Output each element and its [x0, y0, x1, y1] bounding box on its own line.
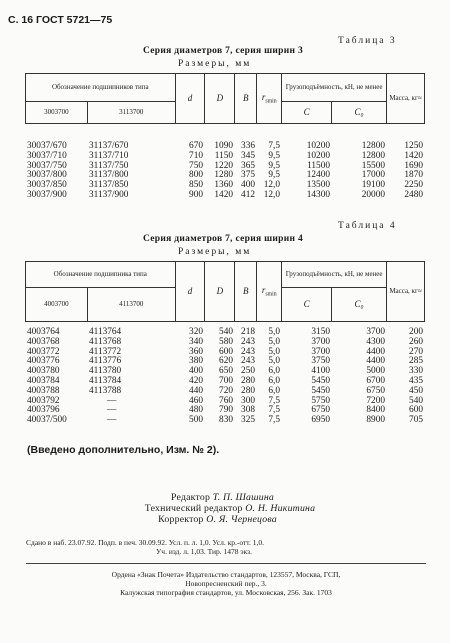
table-cell: 6750	[366, 385, 385, 396]
table-cell: 450	[409, 385, 423, 396]
table-cell: 9,5	[268, 160, 280, 171]
table-cell: 4003768	[27, 336, 60, 347]
table-cell: 440	[189, 385, 203, 396]
table-cell: 11500	[307, 160, 330, 171]
table-cell: 243	[241, 356, 255, 367]
imprint-line: Ордена «Знак Почета» Издательство стандартов, 123557, Москва, ГСП,	[26, 563, 426, 579]
table-cell: 20000	[361, 189, 385, 200]
type-b: 3113700	[87, 102, 175, 124]
table-cell: 8400	[366, 405, 385, 416]
table-cell: 540	[219, 327, 233, 337]
table-cell: 30037/850	[27, 180, 67, 191]
table-cell: 3700	[311, 336, 330, 347]
table-cell: 4003792	[27, 395, 60, 406]
table-cell: 375	[241, 170, 255, 181]
table-cell: 30037/750	[27, 160, 67, 171]
table-cell: 7,5	[268, 415, 280, 426]
table-cell: 790	[219, 405, 233, 416]
table-cell: 5450	[311, 385, 330, 396]
table-cell: 270	[409, 346, 423, 357]
credit-corrector: Корректор О. Я. Чернецова	[158, 514, 277, 525]
type-a: 3003700	[26, 102, 88, 124]
table-cell: 705	[409, 415, 423, 426]
table-cell: 7,5	[268, 141, 280, 151]
table-cell: 800	[189, 170, 203, 181]
table-cell: —	[107, 415, 117, 426]
table-cell: 285	[409, 356, 423, 367]
table-cell: 1250	[404, 141, 423, 151]
table-cell: 4113784	[89, 375, 122, 386]
table-4-subcaption: Размеры, мм	[178, 247, 252, 257]
table-cell: 5000	[366, 366, 385, 377]
table-3-caption: Серия диаметров 7, серия ширин 3	[143, 46, 304, 56]
table-cell: 1690	[404, 160, 423, 171]
table-row	[25, 416, 425, 426]
mass-header: Масса, кг≈	[387, 74, 425, 124]
table-cell: 336	[241, 141, 255, 151]
table-cell: —	[107, 405, 117, 416]
table-cell: 5450	[311, 375, 330, 386]
amendment-note: (Введено дополнительно, Изм. № 2).	[27, 444, 220, 456]
table-cell: 365	[241, 160, 255, 171]
table-cell: 12400	[306, 170, 330, 181]
table-cell: 17000	[361, 170, 385, 181]
table-cell: 5,0	[268, 346, 280, 357]
imprint-line: Новопресненский пер., 3.	[185, 579, 267, 588]
table-cell: 3750	[311, 356, 330, 367]
table-cell: 4113776	[89, 356, 122, 367]
table-row	[25, 191, 425, 201]
table-4-body	[25, 328, 425, 426]
type-b: 4113700	[87, 288, 175, 322]
table-cell: 7,5	[268, 405, 280, 416]
table-cell: 4003784	[27, 375, 60, 386]
table-cell: 19100	[361, 180, 385, 191]
table-cell: 5,0	[268, 356, 280, 367]
table-cell: 540	[409, 395, 423, 406]
table-cell: 15500	[361, 160, 385, 171]
table-3-header	[25, 73, 425, 124]
table-cell: 6950	[311, 415, 330, 426]
table-cell: 30037/670	[27, 141, 67, 151]
table-cell: 9,5	[268, 170, 280, 181]
table-cell: 1150	[214, 150, 233, 161]
table-cell: 4113764	[89, 327, 122, 337]
table-cell: 400	[241, 180, 255, 191]
table-cell: 760	[219, 395, 233, 406]
table-cell: 31137/670	[89, 141, 129, 151]
imprint-line: Калужская типография стандартов, ул. Московская, 256. Зак. 1703	[120, 588, 332, 597]
table-cell: 3150	[311, 327, 330, 337]
table-cell: 218	[241, 327, 255, 337]
table-cell: 412	[241, 189, 255, 200]
table-cell: 720	[219, 385, 233, 396]
table-cell: 280	[241, 375, 255, 386]
table-cell: 4400	[366, 356, 385, 367]
table-cell: 4003796	[27, 405, 60, 416]
table-cell: 500	[189, 415, 203, 426]
table-cell: 6,0	[268, 366, 280, 377]
table-cell: 243	[241, 336, 255, 347]
table-cell: 4003764	[27, 327, 60, 337]
table-cell: 12800	[361, 150, 385, 161]
credits-block	[0, 492, 450, 525]
table-cell: 31137/710	[89, 150, 129, 161]
table-cell: 8900	[366, 415, 385, 426]
table-cell: 308	[241, 405, 255, 416]
table-cell: 1870	[404, 170, 423, 181]
col-C: C	[282, 102, 332, 124]
table-4-caption: Серия диаметров 7, серия ширин 4	[143, 234, 304, 244]
table-cell: 4400	[366, 346, 385, 357]
table-cell: 435	[409, 375, 423, 386]
table-3-subcaption: Размеры, мм	[178, 59, 252, 69]
table-cell: 10200	[306, 150, 330, 161]
table-cell: 4113780	[89, 366, 122, 377]
table-3-label: Таблица 3	[338, 36, 397, 46]
table-cell: 400	[189, 366, 203, 377]
credit-editor: Редактор Т. П. Шашина	[171, 492, 274, 503]
col-C0: C₀	[332, 102, 387, 124]
table-cell: 10200	[306, 141, 330, 151]
table-cell: 31137/750	[89, 160, 129, 171]
table-cell: 12,0	[263, 180, 280, 191]
col-D: D	[205, 74, 235, 124]
table-cell: 7200	[366, 395, 385, 406]
imprint-line: Сдано в наб. 23.07.92. Подп. в печ. 30.09.92. Усл. п. л. 1,0. Усл. кр.-отт. 1,0.	[26, 538, 264, 547]
load-header: Грузоподъёмность, кН, не менее	[282, 74, 387, 102]
table-cell: 420	[189, 375, 203, 386]
table-cell: 13500	[306, 180, 330, 191]
table-cell: 6,0	[268, 375, 280, 386]
table-cell: 1420	[214, 189, 233, 200]
table-cell: 700	[219, 375, 233, 386]
table-cell: 1090	[214, 141, 233, 151]
table-4-header	[25, 261, 425, 322]
table-cell: 325	[241, 415, 255, 426]
table-cell: 12,0	[263, 189, 280, 200]
table-cell: 5,0	[268, 327, 280, 337]
table-4-label: Таблица 4	[338, 221, 397, 231]
table-cell: 670	[189, 141, 203, 151]
table-cell: 2250	[404, 180, 423, 191]
table-cell: 345	[241, 150, 255, 161]
table-cell: 30037/800	[27, 170, 67, 181]
table-cell: 360	[189, 346, 203, 357]
designation-header: Обозначение подшипников типа	[26, 74, 176, 102]
table-cell: 4100	[311, 366, 330, 377]
load-header: Грузоподъёмность, кН, не менее	[282, 262, 387, 288]
table-cell: 5,0	[268, 336, 280, 347]
table-cell: 830	[219, 415, 233, 426]
type-a: 4003700	[26, 288, 88, 322]
table-cell: 4003788	[27, 385, 60, 396]
table-cell: 4300	[366, 336, 385, 347]
table-cell: —	[107, 395, 117, 406]
table-cell: 6750	[311, 405, 330, 416]
col-D: D	[205, 262, 235, 322]
col-d: d	[175, 74, 205, 124]
table-cell: 600	[409, 405, 423, 416]
table-cell: 250	[241, 366, 255, 377]
table-cell: 480	[189, 405, 203, 416]
table-cell: 750	[189, 160, 203, 171]
table-cell: 2480	[404, 189, 423, 200]
table-cell: 4113788	[89, 385, 122, 396]
table-cell: 320	[189, 327, 203, 337]
page-header: С. 16 ГОСТ 5721—75	[8, 14, 113, 26]
col-d: d	[175, 262, 205, 322]
table-cell: 1420	[404, 150, 423, 161]
table-cell: 600	[219, 346, 233, 357]
col-B: B	[235, 262, 257, 322]
table-cell: 200	[409, 327, 423, 337]
table-cell: 340	[189, 336, 203, 347]
table-cell: 40037/500	[27, 415, 67, 426]
table-cell: 710	[189, 150, 203, 161]
table-cell: 850	[189, 180, 203, 191]
table-cell: 1220	[214, 160, 233, 171]
table-cell: 580	[219, 336, 233, 347]
table-cell: 7,5	[268, 395, 280, 406]
table-cell: 380	[189, 356, 203, 367]
col-C0: C₀	[332, 288, 387, 322]
table-cell: 5750	[311, 395, 330, 406]
table-cell: 1280	[214, 170, 233, 181]
col-r: $r_{smin}$	[257, 262, 282, 322]
table-cell: 330	[409, 366, 423, 377]
table-cell: 460	[189, 395, 203, 406]
table-cell: 14300	[306, 189, 330, 200]
table-cell: 12800	[361, 141, 385, 151]
col-r: $r_{smin}$	[257, 74, 282, 124]
table-cell: 30037/710	[27, 150, 67, 161]
mass-header: Масса, кг≈	[387, 262, 425, 322]
credit-tech-editor: Технический редактор О. Н. Никитина	[144, 503, 316, 514]
col-B: B	[235, 74, 257, 124]
table-cell: 4113768	[89, 336, 122, 347]
table-cell: 31137/900	[89, 189, 129, 200]
table-cell: 31137/800	[89, 170, 129, 181]
table-cell: 9,5	[268, 150, 280, 161]
table-cell: 280	[241, 385, 255, 396]
table-cell: 31137/850	[89, 180, 129, 191]
table-cell: 1360	[214, 180, 233, 191]
table-cell: 3700	[366, 327, 385, 337]
designation-header: Обозначение подшипника типа	[26, 262, 176, 288]
table-cell: 4003772	[27, 346, 60, 357]
imprint-block	[26, 538, 426, 597]
table-cell: 300	[241, 395, 255, 406]
table-cell: 6700	[366, 375, 385, 386]
table-cell: 4003780	[27, 366, 60, 377]
table-cell: 260	[409, 336, 423, 347]
table-cell: 6,0	[268, 385, 280, 396]
imprint-line: Уч. изд. л. 1,03. Тир. 1478 экз.	[156, 547, 252, 556]
col-C: C	[282, 288, 332, 322]
table-cell: 4113772	[89, 346, 122, 357]
table-cell: 900	[189, 189, 203, 200]
table-cell: 30037/900	[27, 189, 67, 200]
table-cell: 4003776	[27, 356, 60, 367]
table-cell: 3700	[311, 346, 330, 357]
table-cell: 620	[219, 356, 233, 367]
table-3-body	[25, 142, 425, 201]
table-cell: 243	[241, 346, 255, 357]
table-cell: 650	[219, 366, 233, 377]
